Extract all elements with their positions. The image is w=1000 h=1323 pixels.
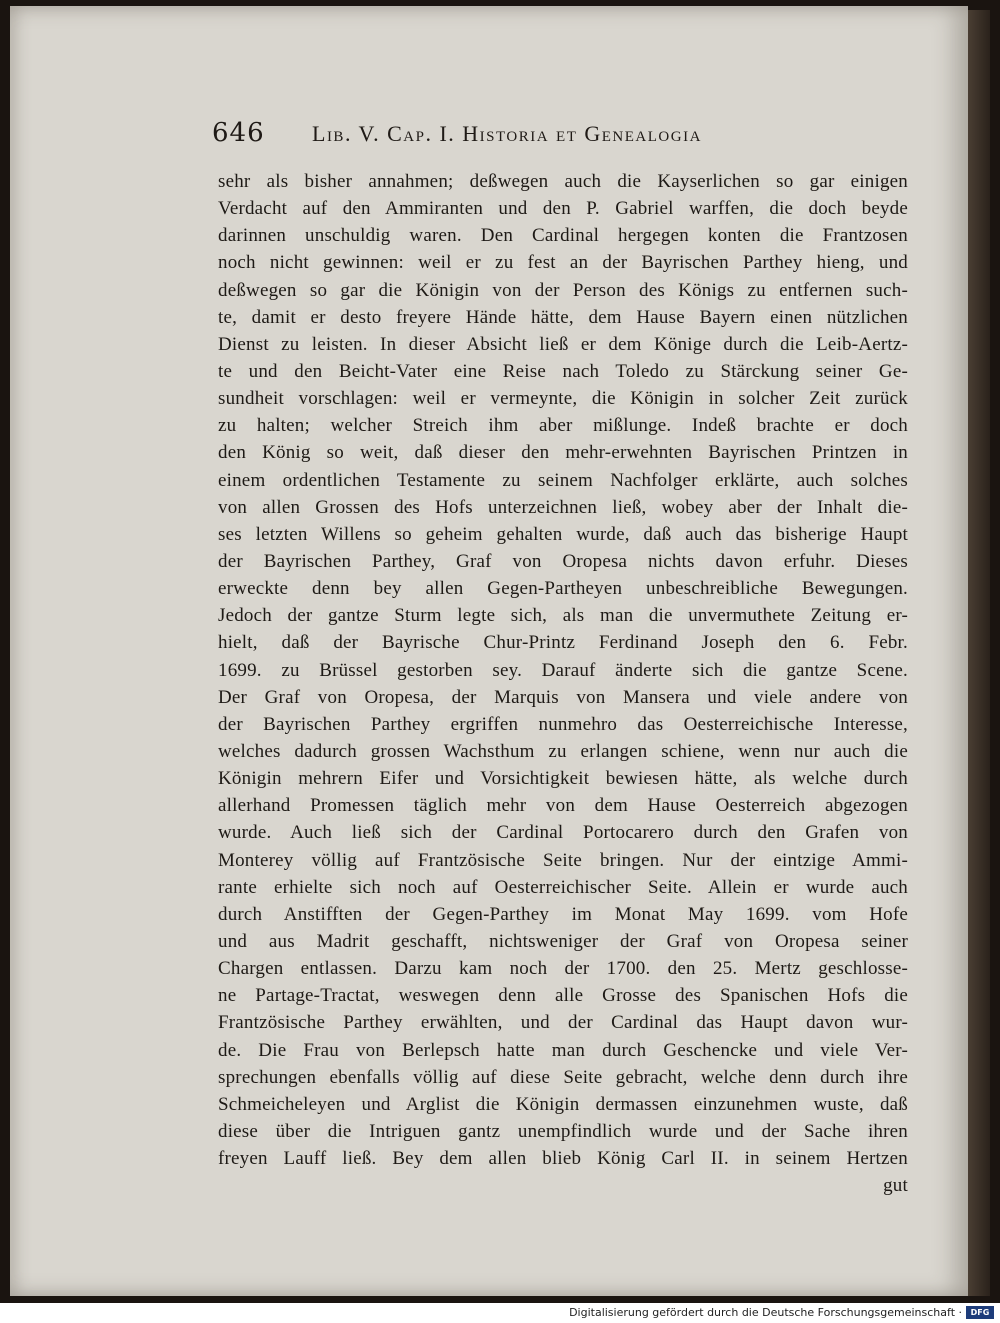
text-line: Verdacht auf den Ammiranten und den P. Gabriel warffen, die doch beyde	[218, 198, 908, 220]
text-line: Dienst zu leisten. In dieser Absicht ließ er dem Könige durch die Leib-Aertz-	[218, 333, 908, 355]
text-line: zu halten; welcher Streich ihm aber mißlunge. Indeß brachte er doch	[218, 415, 908, 437]
text-line: sprechungen ebenfalls völlig auf diese Seite gebracht, welche denn durch ihre	[218, 1066, 908, 1088]
text-line: erweckte denn bey allen Gegen-Partheyen unbeschreibliche Bewegungen.	[218, 578, 908, 600]
text-line: der Bayrischen Parthey ergriffen nunmehro das Oesterreichische Interesse,	[218, 713, 908, 735]
text-line: und aus Madrit geschafft, nichtsweniger der Graf von Oropesa seiner	[218, 930, 908, 952]
body-text	[218, 168, 908, 1199]
text-line: te und den Beicht-Vater eine Reise nach Toledo zu Stärckung seiner Ge-	[218, 360, 908, 382]
text-line: darinnen unschuldig waren. Den Cardinal hergegen konten die Frantzosen	[218, 225, 908, 247]
text-line: allerhand Promessen täglich mehr von dem Hause Oesterreich abgezogen	[218, 795, 908, 817]
text-line: Der Graf von Oropesa, der Marquis von Mansera und viele andere von	[218, 686, 908, 708]
funding-credit: Digitalisierung gefördert durch die Deutsche Forschungsgemeinschaft ·	[569, 1306, 962, 1319]
page-header	[200, 118, 900, 158]
text-line: wurde. Auch ließ sich der Cardinal Portocarero durch den Grafen von	[218, 822, 908, 844]
text-line: 1699. zu Brüssel gestorben sey. Darauf änderte sich die gantze Scene.	[218, 659, 908, 681]
footer-bar	[0, 1303, 1000, 1323]
dfg-logo: DFG	[966, 1306, 994, 1319]
page-number: 646	[212, 118, 265, 148]
text-line: den König so weit, daß dieser den mehr-erwehnten Bayrischen Printzen in	[218, 442, 908, 464]
text-line: hielt, daß der Bayrische Chur-Printz Ferdinand Joseph den 6. Febr.	[218, 632, 908, 654]
text-line: freyen Lauff ließ. Bey dem allen blieb König Carl II. in seinem Hertzen	[218, 1148, 908, 1170]
text-line: sehr als bisher annahmen; deßwegen auch die Kayserlichen so gar einigen	[218, 171, 908, 192]
text-line: deßwegen so gar die Königin von der Person des Königs zu entfernen such-	[218, 279, 908, 301]
text-line: diese über die Intriguen gantz unempfindlich wurde und der Sache ihren	[218, 1120, 908, 1142]
text-line: durch Anstifften der Gegen-Parthey im Monat May 1699. vom Hofe	[218, 903, 908, 925]
text-line: einem ordentlichen Testamente zu seinem Nachfolger erklärte, auch solches	[218, 469, 908, 491]
text-line: welches dadurch grossen Wachsthum zu erlangen schiene, wenn nur auch die	[218, 740, 908, 762]
text-line: sundheit vorschlagen: weil er vermeynte, die Königin in solcher Zeit zurück	[218, 388, 908, 410]
text-line: Monterey völlig auf Frantzösische Seite bringen. Nur der eintzige Ammi-	[218, 849, 908, 871]
text-line: ses letzten Willens so geheim gehalten wurde, daß auch das bisherige Haupt	[218, 523, 908, 545]
text-line: noch nicht gewinnen: weil er zu fest an der Bayrischen Parthey hieng, und	[218, 252, 908, 274]
text-line: von allen Grossen des Hofs unterzeichnen ließ, wobey aber der Inhalt die-	[218, 496, 908, 518]
text-line: gut	[883, 1175, 908, 1197]
text-line: Frantzösische Parthey erwählten, und der Cardinal das Haupt davon wur-	[218, 1012, 908, 1034]
text-line: rante erhielte sich noch auf Oesterreichischer Seite. Allein er wurde auch	[218, 876, 908, 898]
text-line: Chargen entlassen. Darzu kam noch der 1700. den 25. Mertz geschlosse-	[218, 958, 908, 980]
text-line: ne Partage-Tractat, weswegen denn alle Grosse des Spanischen Hofs die	[218, 985, 908, 1007]
text-line: Schmeicheleyen und Arglist die Königin dermassen einzunehmen wuste, daß	[218, 1093, 908, 1115]
running-title: Lib. V. Cap. I. Historia et Genealogia	[312, 121, 702, 146]
text-line: der Bayrischen Parthey, Graf von Oropesa nichts davon erfuhr. Dieses	[218, 550, 908, 572]
text-line: de. Die Frau von Berlepsch hatte man durch Geschencke und viele Ver-	[218, 1039, 908, 1061]
text-line: te, damit er desto freyere Hände hätte, dem Hause Bayern einen nützlichen	[218, 306, 908, 328]
text-line: Jedoch der gantze Sturm legte sich, als man die unvermuthete Zeitung er-	[218, 605, 908, 627]
page-edge	[968, 10, 990, 1296]
text-line: Königin mehrern Eifer und Vorsichtigkeit bewiesen hätte, als welche durch	[218, 768, 908, 790]
